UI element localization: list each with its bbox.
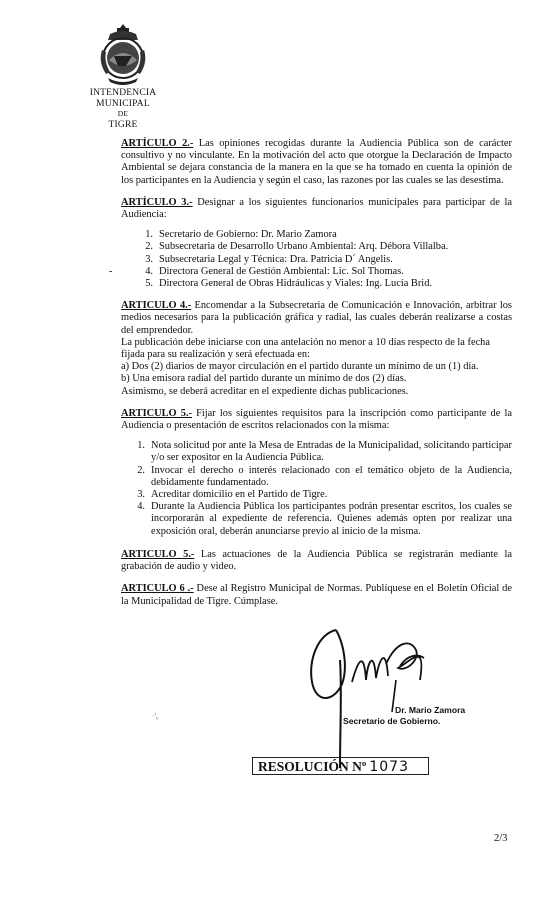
signer-title: Secretario de Gobierno.: [343, 715, 441, 726]
resolution-label: RESOLUCIÓN Nº: [258, 759, 367, 774]
resolution-number-box: [252, 757, 429, 775]
page-number: 2/3: [494, 833, 508, 844]
signer-block: [343, 705, 465, 726]
scan-speck: ·’̢: [152, 712, 157, 720]
article-4-label: ARTICULO 4.-: [121, 300, 192, 312]
list-item: 1. Nota solicitud por ante la Mesa de Entradas de la Municipalidad, solicitando participar y/o ser expositor en la Audiencia Pública.: [137, 440, 512, 464]
article-4-line: La publicación debe iniciarse con una antelación no menor a 10 días respecto de la fecha fijada para su realización y será efectuada en:: [121, 336, 490, 361]
article-2-text: Las opiniones recogidas durante la Audiencia Pública son de carácter consultivo y no vinculante. En la motivación del acto que otorgue la Declaración de Impacto Ambiental se dejara constancia de la manera en la que se ha tomado en cuenta la opinión de los participantes en la Audiencia y según el caso, las razones por las cuales se las desestima.: [121, 138, 512, 186]
article-2-label: ARTÍCULO 2.-: [121, 138, 194, 149]
header-line1: INTENDENCIA MUNICIPAL: [89, 88, 157, 109]
list-item: - 4. Directora General de Gestión Ambiental: Lic. Sol Thomas.: [135, 266, 512, 278]
article-4-line: b) Una emisora radial del partido durante un mínimo de dos (2) días.: [121, 373, 407, 385]
article-4-line: a) Dos (2) diarios de mayor circulación en el partido durante un mínimo de un (1) día.: [121, 361, 479, 373]
municipal-seal-icon: [96, 22, 150, 88]
handwritten-signature: [300, 620, 460, 770]
list-item: 4. Durante la Audiencia Pública los participantes podrán presentar escritos, los cuales se incorporarán al expediente de referencia. Quienes además opten por realizar una exposición oral, deberán anunciarse previo al inicio de la misma.: [137, 501, 512, 537]
article-3-label: ARTÍCULO 3.-: [121, 196, 193, 208]
resolution-number: 1073: [369, 759, 409, 775]
article-5b: [121, 549, 512, 573]
article-3-text: Designar a los siguientes funcionarios municipales para participar de la Audiencia:: [121, 196, 512, 221]
article-3: [121, 197, 512, 221]
article-5-list: [121, 440, 512, 538]
article-5: [121, 408, 512, 432]
list-item: 2. Invocar el derecho o interés relacionado con el temático objeto de la Audiencia, debidamente fundamentado.: [137, 464, 512, 488]
list-item: 3. Subsecretaria Legal y Técnica: Dra. Patricia D´ Angelis.: [145, 253, 393, 265]
list-item: 2. Subsecretaria de Desarrollo Urbano Ambiental: Arq. Débora Villalba.: [145, 241, 449, 253]
resolution-body: [121, 138, 512, 618]
article-4-line: Asimismo, se deberá acreditar en el expediente dichas publicaciones.: [121, 385, 409, 397]
article-6-label: ARTICULO 6 .-: [121, 583, 194, 595]
article-4-details: [121, 337, 512, 398]
article-6: [121, 583, 512, 607]
header-line2: DE: [117, 109, 129, 118]
article-5-label: ARTICULO 5.-: [121, 407, 193, 419]
article-5-text: Fijar los siguientes requisitos para la inscripción como participante de la Audiencia o presentación de escritos relacionados con la misma:: [121, 407, 512, 432]
article-3-list: [121, 229, 512, 290]
list-item: 1. Secretario de Gobierno: Dr. Mario Zamora: [145, 229, 337, 241]
signer-name: Dr. Mario Zamora: [395, 705, 466, 715]
article-4: [121, 300, 512, 337]
article-5b-text: Las actuaciones de la Audiencia Pública se registrarán mediante la grabación de audio y video.: [121, 548, 512, 573]
header-line3: TIGRE: [108, 119, 138, 130]
article-5b-label: ARTICULO 5.-: [121, 548, 195, 560]
list-item: 5. Directora General de Obras Hidráulicas y Viales: Ing. Lucía Brid.: [145, 278, 432, 290]
article-2: [121, 138, 512, 187]
list-item: 3. Acreditar domicilio en el Partido de Tigre.: [137, 489, 328, 501]
article-4-text: Encomendar a la Subsecretaria de Comunicación e Innovación, arbitrar los medios necesarios para la publicación gráfica y radial, las cuales deberán realizarse a costas del emprendedor.: [121, 300, 512, 336]
municipality-header: [62, 88, 184, 130]
article-6-text: Dese al Registro Municipal de Normas. Publíquese en el Boletín Oficial de la Municipalidad de Tigre. Cúmplase.: [121, 583, 512, 607]
